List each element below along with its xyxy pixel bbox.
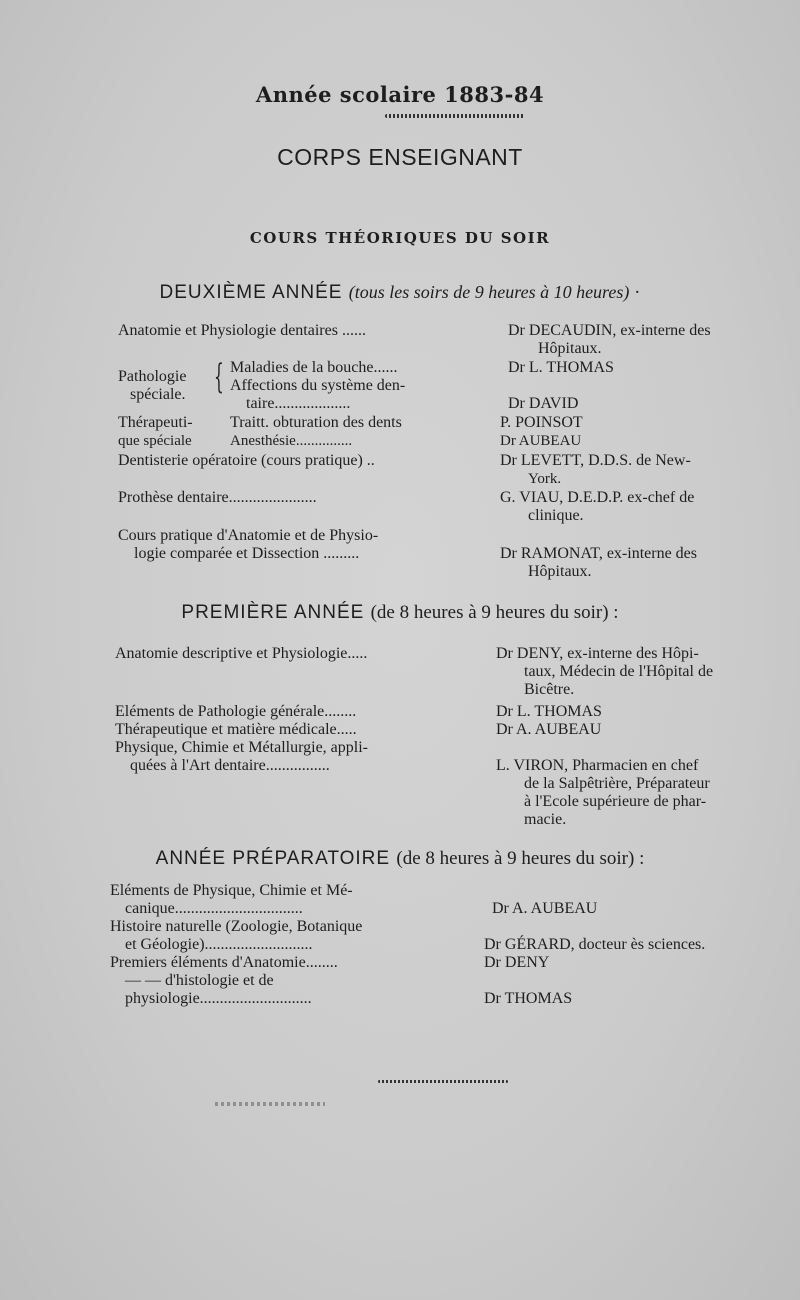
teacher-ramonat: Dr RAMONAT, ex-interne des [500, 545, 697, 562]
teacher-prep-aubeau: Dr A. AUBEAU [492, 900, 598, 917]
teacher-viron-cont-3: macie. [524, 811, 567, 828]
deuxieme-annee-tail: · [629, 282, 641, 303]
course-elements-physique: Eléments de Physique, Chimie et Mé- [110, 882, 353, 899]
teacher-decaudin: Dr DECAUDIN, ex-interne des [508, 322, 711, 339]
preparatoire-heading [0, 848, 800, 870]
school-year-title: Année scolaire 1883-84 [255, 82, 545, 107]
course-physique-chimie-cont: quées à l'Art dentaire................ [130, 757, 330, 774]
course-affections: Affections du système den- [230, 377, 406, 394]
teacher-decaudin-cont: Hôpitaux. [538, 340, 602, 357]
teacher-deny-cont-1: taux, Médecin de l'Hôpital de [524, 663, 714, 680]
teacher-ramonat-cont: Hôpitaux. [528, 563, 592, 580]
course-physique-chimie: Physique, Chimie et Métallurgie, appli- [115, 739, 368, 756]
teacher-gerard: Dr GÉRARD, docteur ès sciences. [484, 936, 706, 953]
teacher-poinsot: P. POINSOT [500, 414, 583, 431]
teacher-prep-thomas: Dr THOMAS [484, 990, 573, 1007]
faded-stamp-mark [215, 1102, 325, 1106]
premiere-annee-schedule: (de 8 heures à 9 heures du soir) : [370, 602, 619, 623]
premiere-annee-heading [0, 602, 800, 624]
teacher-levett-cont: York. [528, 471, 562, 487]
deuxieme-annee-schedule: (tous les soirs de 9 heures à 10 heures) [348, 282, 630, 302]
course-histoire-naturelle: Histoire naturelle (Zoologie, Botanique [110, 918, 363, 935]
teacher-viau: G. VIAU, D.E.D.P. ex-chef de [500, 489, 695, 506]
course-affections-cont: taire................... [246, 395, 351, 412]
teacher-l-thomas: Dr L. THOMAS [496, 703, 602, 720]
teacher-david: Dr DAVID [508, 395, 579, 412]
course-dentisterie: Dentisterie opératoire (cours pratique) .. [118, 452, 375, 469]
preparatoire-title: ANNÉE PRÉPARATOIRE [155, 848, 391, 869]
course-histologie: — — d'histologie et de [125, 972, 274, 989]
course-traitement: Traitt. obturation des dents [230, 414, 402, 431]
course-therapeutique-matiere: Thérapeutique et matière médicale..... [115, 721, 357, 738]
teacher-viron-cont-1: de la Salpêtrière, Préparateur [524, 775, 710, 792]
title-underline-ornament [385, 114, 525, 118]
deuxieme-annee-title: DEUXIÈME ANNÉE [159, 282, 343, 303]
course-anatomie-descriptive: Anatomie descriptive et Physiologie..... [115, 645, 368, 662]
deuxieme-annee-heading [0, 282, 800, 304]
teacher-thomas: Dr L. THOMAS [508, 359, 614, 376]
teacher-a-aubeau: Dr A. AUBEAU [496, 721, 602, 738]
course-histoire-naturelle-cont: et Géologie)........................... [125, 936, 313, 953]
pathologie-label-2: spéciale. [130, 386, 186, 403]
teacher-deny: Dr DENY, ex-interne des Hôpi- [496, 645, 699, 662]
course-pathologie-generale: Eléments de Pathologie générale........ [115, 703, 357, 720]
teacher-prep-deny: Dr DENY [484, 954, 550, 971]
course-anesthesie: Anesthésie............... [230, 433, 353, 449]
pathologie-brace: { [214, 357, 224, 397]
course-anatomie-dentaire: Anatomie et Physiologie dentaires ...... [118, 322, 366, 339]
course-elements-physique-cont: canique................................ [125, 900, 303, 917]
course-anatomie-comparee-cont: logie comparée et Dissection ......... [134, 545, 360, 562]
therapeutique-label-2: que spéciale [118, 433, 192, 449]
preparatoire-schedule: (de 8 heures à 9 heures du soir) : [396, 848, 645, 869]
corps-enseignant-heading: CORPS ENSEIGNANT [277, 144, 523, 170]
course-anatomie-comparee: Cours pratique d'Anatomie et de Physio- [118, 527, 379, 544]
teacher-viau-cont: clinique. [528, 507, 584, 524]
teacher-deny-cont-2: Bicêtre. [524, 681, 575, 698]
course-prothese: Prothèse dentaire...................... [118, 489, 317, 506]
teacher-viron: L. VIRON, Pharmacien en chef [496, 757, 699, 774]
end-ornament [378, 1080, 508, 1083]
teacher-levett: Dr LEVETT, D.D.S. de New- [500, 452, 691, 469]
course-histologie-cont: physiologie............................ [125, 990, 312, 1007]
pathologie-label-1: Pathologie [118, 368, 187, 385]
course-maladies-bouche: Maladies de la bouche...... [230, 359, 398, 376]
course-premiers-elements: Premiers éléments d'Anatomie........ [110, 954, 338, 971]
therapeutique-label-1: Thérapeuti- [118, 414, 193, 431]
teacher-aubeau: Dr AUBEAU [500, 433, 582, 449]
teacher-viron-cont-2: à l'Ecole supérieure de phar- [524, 793, 707, 810]
cours-theoriques-heading: COURS THÉORIQUES DU SOIR [249, 229, 551, 247]
premiere-annee-title: PREMIÈRE ANNÉE [181, 602, 365, 623]
